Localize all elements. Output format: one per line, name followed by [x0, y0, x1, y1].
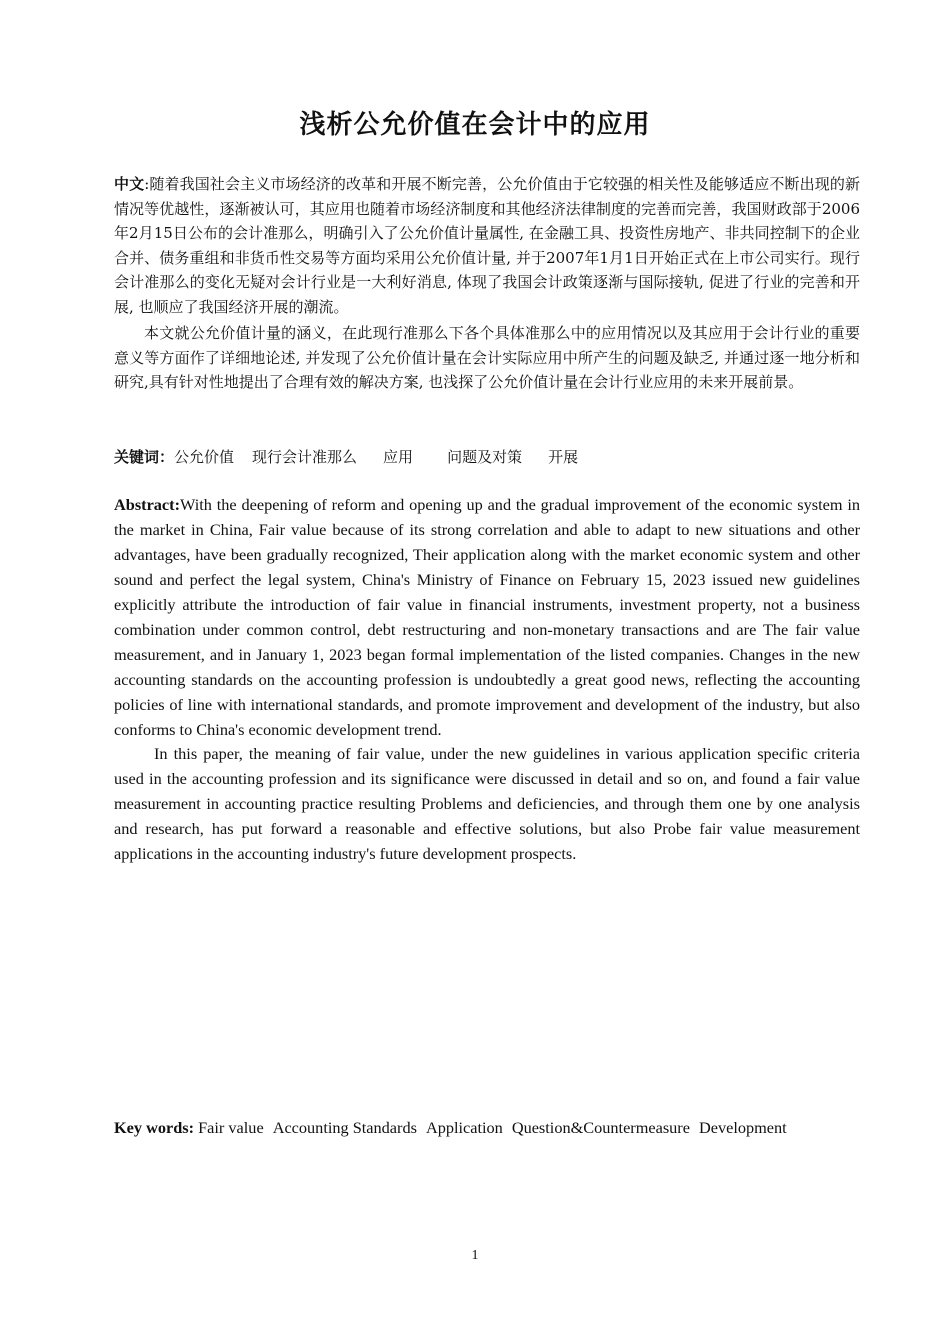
- english-abstract-paragraph-2: In this paper, the meaning of fair value, under the new guidelines in various application specific criteria used in the accounting profession and its significance were discussed in detail and so on, and found a fair value measurement in accounting practice resulting Problems and deficiencies, and through them one by one analysis and research, has put forward a reasonable and effective solutions, but also Probe fair value measurement applications in the accounting industry's future development prospects.: [114, 744, 860, 863]
- english-abstract-paragraph-1: [114, 492, 860, 742]
- chinese-abstract-text-1: 随着我国社会主义市场经济的改革和开展不断完善，公允价值由于它较强的相关性及能够适应不断出现的新情况等优越性，逐渐被认可，其应用也随着市场经济制度和其他经济法律制度的完善而完善，我国财政部于2006年2月15日公布的会计准那么，明确引入了公允价值计量属性, 在金融工具、投资性房地产、非共同控制下的企业合并、债务重组和非货币性交易等方面均采用公允价值计量, 并于2007年1月1日开始正式在上市公司实行。现行会计准那么的变化无疑对会计行业是一大利好消息, 体现了我国会计政策逐渐与国际接轨, 促进了行业的完善和开展, 也顺应了我国经济开展的潮流。: [114, 175, 860, 316]
- english-keyword: Application: [425, 1118, 503, 1137]
- english-abstract-text-1: With the deepening of reform and opening up and the gradual improvement of the economic system in the market in China, Fair value because of its strong correlation and able to adapt to new situations and other advantages, have been gradually recognized, Their application along with the market economic system and other sound and perfect the legal system, China's Ministry of Finance on February 15, 2023 issued new guidelines explicitly attribute the introduction of fair value in financial instruments, investment property, not a business combination under common control, debt restructuring and non-monetary transactions and are The fair value measurement, and in January 1, 2023 began formal implementation of the listed companies. Changes in the new accounting standards on the accounting profession is undoubtedly a great good news, reflecting the accounting policies of line with international standards, and promote improvement and development of the industry, but also conforms to China's economic development trend.: [114, 495, 860, 739]
- chinese-keyword: 开展: [548, 448, 579, 466]
- paper-title: 浅析公允价值在会计中的应用: [299, 110, 651, 140]
- english-keyword: Development: [698, 1118, 787, 1137]
- chinese-abstract-label: 中文: [114, 175, 145, 193]
- chinese-abstract-colon: :: [144, 175, 150, 193]
- chinese-keyword: 现行会计准那么: [252, 448, 358, 466]
- chinese-keyword: 应用: [383, 448, 414, 466]
- chinese-abstract-paragraph-2: 本文就公允价值计量的涵义，在此现行准那么下各个具体准那么中的应用情况以及其应用于会计行业的重要意义等方面作了详细地论述, 并发现了公允价值计量在会计实际应用中所产生的问题及缺乏, 并通过逐一地分析和研究,具有针对性地提出了合理有效的解决方案, 也浅探了公允价值计量在会计行业应用的未来开展前景。: [114, 324, 860, 392]
- chinese-abstract-paragraph-1: [114, 172, 860, 320]
- chinese-keyword: 公允价值: [174, 448, 235, 466]
- english-keyword: Accounting Standards: [272, 1118, 417, 1137]
- english-keywords-label: Key words:: [114, 1118, 195, 1137]
- english-keyword: Fair value: [198, 1118, 264, 1137]
- english-keywords: [114, 1118, 796, 1138]
- english-abstract-label: Abstract:: [114, 495, 181, 514]
- chinese-keywords: [114, 446, 596, 467]
- chinese-keywords-label: 关键词：: [114, 448, 175, 466]
- english-keyword: Question&Countermeasure: [511, 1118, 690, 1137]
- chinese-keyword: 问题及对策: [447, 448, 523, 466]
- page-number: 1: [471, 1248, 479, 1263]
